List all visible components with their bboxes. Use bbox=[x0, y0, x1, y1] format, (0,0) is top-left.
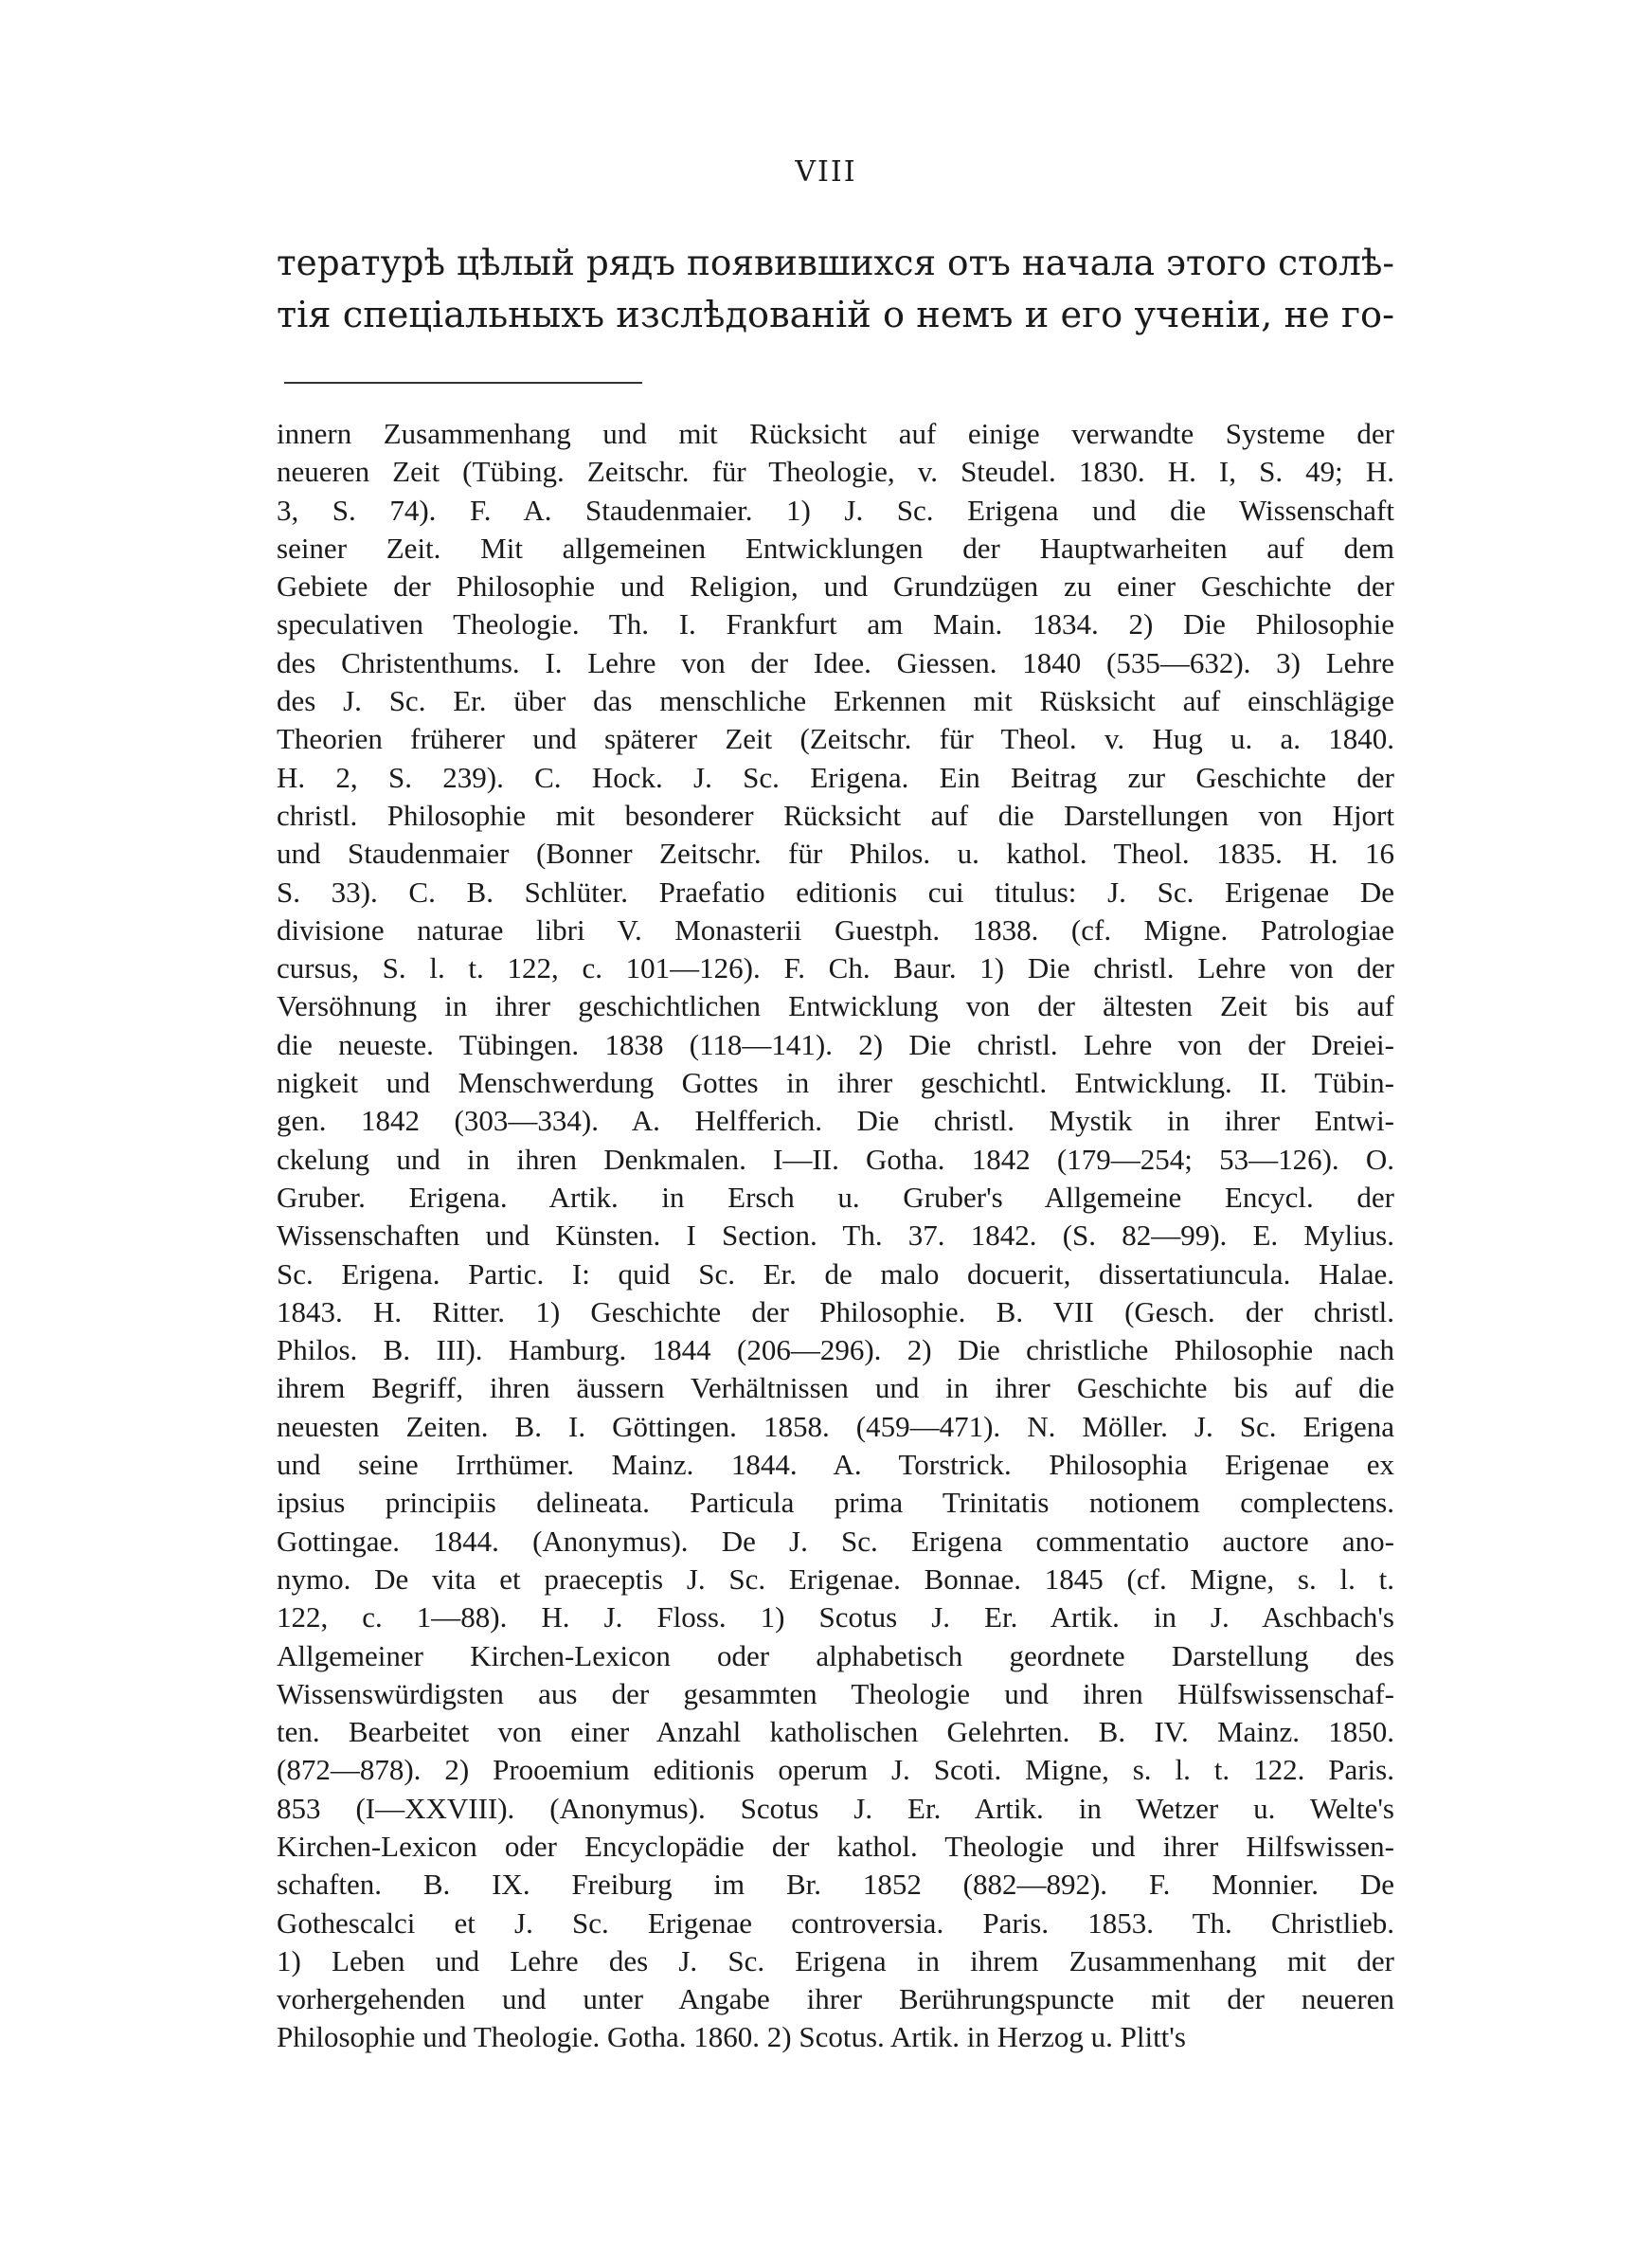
footnote-line: 853 (I—XXVIII). (Anonymus). Scotus J. Er. Artik. in Wetzer u. Welte's bbox=[277, 1791, 1394, 1825]
footnote-line: H. 2, S. 239). C. Hock. J. Sc. Erigena. Ein Beitrag zur Geschichte der bbox=[277, 760, 1394, 794]
footnote-line: gen. 1842 (303—334). A. Helfferich. Die christl. Mystik in ihrer Entwi- bbox=[277, 1104, 1394, 1138]
footnote-line: ihrem Begriff, ihren äussern Verhältnissen und in ihrer Geschichte bis auf die bbox=[277, 1371, 1394, 1405]
footnote-line: Versöhnung in ihrer geschichtlichen Entwicklung von der ältesten Zeit bis auf bbox=[277, 989, 1394, 1023]
footnote-line: Gottingae. 1844. (Anonymus). De J. Sc. Erigena commentatio auctore ano- bbox=[277, 1524, 1394, 1558]
footnote-line: schaften. B. IX. Freiburg im Br. 1852 (882—892). F. Monnier. De bbox=[277, 1868, 1394, 1902]
footnote-line: neuesten Zeiten. B. I. Göttingen. 1858. (459—471). N. Möller. J. Sc. Erigena bbox=[277, 1409, 1394, 1443]
main-text bbox=[277, 237, 1394, 341]
footnote bbox=[277, 415, 1394, 2057]
footnote-line: speculativen Theologie. Th. I. Frankfurt am Main. 1834. 2) Die Philosophie bbox=[277, 607, 1394, 641]
footnote-line: cursus, S. l. t. 122, c. 101—126). F. Ch. Baur. 1) Die christl. Lehre von der bbox=[277, 951, 1394, 985]
footnote-line: des Christenthums. I. Lehre von der Idee. Giessen. 1840 (535—632). 3) Lehre bbox=[277, 645, 1394, 679]
footnote-line: und Staudenmaier (Bonner Zeitschr. für Philos. u. kathol. Theol. 1835. H. 16 bbox=[277, 837, 1394, 871]
footnote-line: Theorien früherer und späterer Zeit (Zeitschr. für Theol. v. Hug u. a. 1840. bbox=[277, 722, 1394, 756]
footnote-line: christl. Philosophie mit besonderer Rücksicht auf die Darstellungen von Hjort bbox=[277, 798, 1394, 832]
footnote-line: Gothescalci et J. Sc. Erigenae controversia. Paris. 1853. Th. Christlieb. bbox=[277, 1905, 1394, 1940]
footnote-line: 1) Leben und Lehre des J. Sc. Erigena in ihrem Zusammenhang mit der bbox=[277, 1943, 1394, 1977]
footnote-line: Sc. Erigena. Partic. I: quid Sc. Er. de malo docuerit, dissertatiuncula. Halae. bbox=[277, 1256, 1394, 1291]
main-text-line: тературѣ цѣлый рядъ появившихся отъ начала этого столѣ- bbox=[277, 242, 1394, 283]
footnote-line: Allgemeiner Kirchen-Lexicon oder alphabetisch geordnete Darstellung des bbox=[277, 1638, 1394, 1672]
main-text-line: тія спеціальныхъ изслѣдованій о немъ и его ученіи, не го- bbox=[277, 294, 1394, 336]
footnote-line: vorhergehenden und unter Angabe ihrer Berührungspuncte mit der neueren bbox=[277, 1982, 1394, 2016]
footnote-line: nigkeit und Menschwerdung Gottes in ihrer geschichtl. Entwicklung. II. Tübin- bbox=[277, 1066, 1394, 1100]
footnote-line: Wissenswürdigsten aus der gesammten Theologie und ihren Hülfswissenschaf- bbox=[277, 1676, 1394, 1710]
footnote-line: Gruber. Erigena. Artik. in Ersch u. Gruber's Allgemeine Encycl. der bbox=[277, 1180, 1394, 1214]
footnote-line: ten. Bearbeitet von einer Anzahl katholischen Gelehrten. B. IV. Mainz. 1850. bbox=[277, 1715, 1394, 1749]
footnote-line: Gebiete der Philosophie und Religion, und Grundzügen zu einer Geschichte der bbox=[277, 569, 1394, 604]
footnote-line: neueren Zeit (Tübing. Zeitschr. für Theologie, v. Steudel. 1830. H. I, S. 49; H. bbox=[277, 455, 1394, 489]
footnote-line: (872—878). 2) Prooemium editionis operum J. Scoti. Migne, s. l. t. 122. Paris. bbox=[277, 1753, 1394, 1787]
footnote-line: Wissenschaften und Künsten. I Section. Th. 37. 1842. (S. 82—99). E. Mylius. bbox=[277, 1219, 1394, 1253]
footnote-line: die neueste. Tübingen. 1838 (118—141). 2) Die christl. Lehre von der Dreiei- bbox=[277, 1027, 1394, 1061]
footnote-line: ckelung und in ihren Denkmalen. I—II. Gotha. 1842 (179—254; 53—126). O. bbox=[277, 1142, 1394, 1176]
footnote-line: innern Zusammenhang und mit Rücksicht auf einige verwandte Systeme der bbox=[277, 417, 1394, 450]
footnote-line: Kirchen-Lexicon oder Encyclopädie der kathol. Theologie und ihrer Hilfswissen- bbox=[277, 1829, 1394, 1863]
footnote-line: ipsius principiis delineata. Particula prima Trinitatis notionem complectens. bbox=[277, 1486, 1394, 1520]
footnote-line: 122, c. 1—88). H. J. Floss. 1) Scotus J. Er. Artik. in J. Aschbach's bbox=[277, 1600, 1394, 1634]
footnote-divider bbox=[284, 382, 642, 384]
footnote-line: 1843. H. Ritter. 1) Geschichte der Philosophie. B. VII (Gesch. der christl. bbox=[277, 1294, 1394, 1328]
footnote-line: 3, S. 74). F. A. Staudenmaier. 1) J. Sc. Erigena und die Wissenschaft bbox=[277, 493, 1394, 527]
footnote-line: nymo. De vita et praeceptis J. Sc. Erigenae. Bonnae. 1845 (cf. Migne, s. l. t. bbox=[277, 1562, 1394, 1596]
footnote-line: divisione naturae libri V. Monasterii Guestph. 1838. (cf. Migne. Patrologiae bbox=[277, 912, 1394, 947]
footnote-line: S. 33). C. B. Schlüter. Praefatio editionis cui titulus: J. Sc. Erigenae De bbox=[277, 875, 1394, 909]
footnote-line: Philosophie und Theologie. Gotha. 1860. 2) Scotus. Artik. in Herzog u. Plitt's bbox=[277, 2020, 1186, 2054]
page-number: VIII bbox=[795, 155, 857, 189]
footnote-line: des J. Sc. Er. über das menschliche Erkennen mit Rüsksicht auf einschlägige bbox=[277, 684, 1394, 718]
footnote-line: Philos. B. III). Hamburg. 1844 (206—296). 2) Die christliche Philosophie nach bbox=[277, 1333, 1394, 1367]
footnote-line: seiner Zeit. Mit allgemeinen Entwicklungen der Hauptwarheiten auf dem bbox=[277, 531, 1394, 565]
footnote-line: und seine Irrthümer. Mainz. 1844. A. Torstrick. Philosophia Erigenae ex bbox=[277, 1448, 1394, 1482]
